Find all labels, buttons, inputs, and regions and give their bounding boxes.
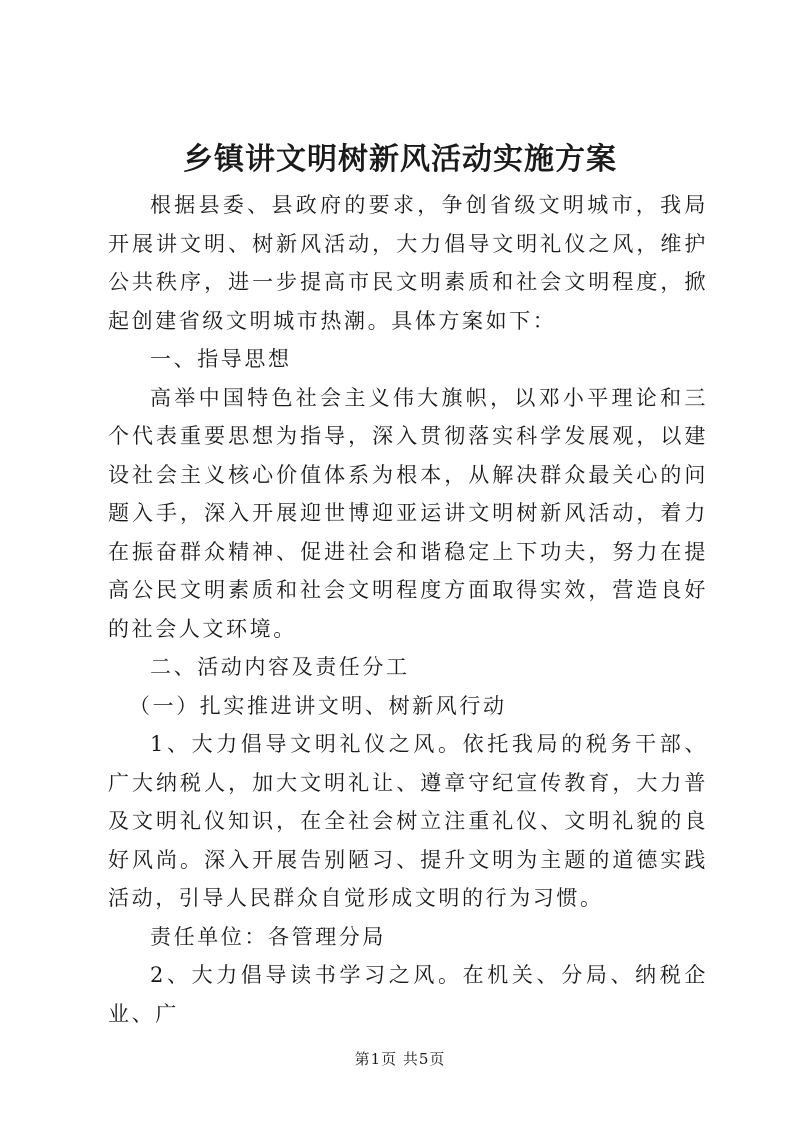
- item-2-paragraph: 2、大力倡导读书学习之风。在机关、分局、纳税企业、广: [108, 963, 708, 1026]
- guiding-thought-paragraph: 高举中国特色社会主义伟大旗帜，以邓小平理论和三个代表重要思想为指导，深入贯彻落实科学发展观，以建设社会主义核心价值体系为根本，从解决群众最关心的问题入手，深入开展迎世博迎亚运讲文明树新风活动，着力在振奋群众精神、促进社会和谐稳定上下功夫，努力在提高公民文明素质和社会文明程度方面取得实效，营造良好的社会人文环境。: [108, 385, 708, 641]
- item-1-paragraph: 1、大力倡导文明礼仪之风。依托我局的税务干部、广大纳税人，加大文明礼让、遵章守纪宣传教育，大力普及文明礼仪知识，在全社会树立注重礼仪、文明礼貌的良好风尚。深入开展告别陋习、提升文明为主题的道德实践活动，引导人民群众自觉形成文明的行为习惯。: [108, 732, 708, 910]
- section-heading-guiding-thought: 一、指导思想: [150, 347, 292, 371]
- intro-paragraph: 根据县委、县政府的要求，争创省级文明城市，我局开展讲文明、树新风活动，大力倡导文明礼仪之风，维护公共秩序，进一步提高市民文明素质和社会文明程度，掀起创建省级文明城市热潮。具体方案如下：: [108, 193, 708, 333]
- document-title: 乡镇讲文明树新风活动实施方案: [183, 142, 617, 177]
- page-footer: 第1页 共5页: [354, 1050, 446, 1068]
- subsection-heading-1: （一）扎实推进讲文明、树新风行动: [129, 693, 507, 718]
- responsibility-line: 责任单位：各管理分局: [150, 924, 386, 949]
- section-heading-activities: 二、活动内容及责任分工: [150, 655, 410, 679]
- document-body: [108, 186, 708, 1033]
